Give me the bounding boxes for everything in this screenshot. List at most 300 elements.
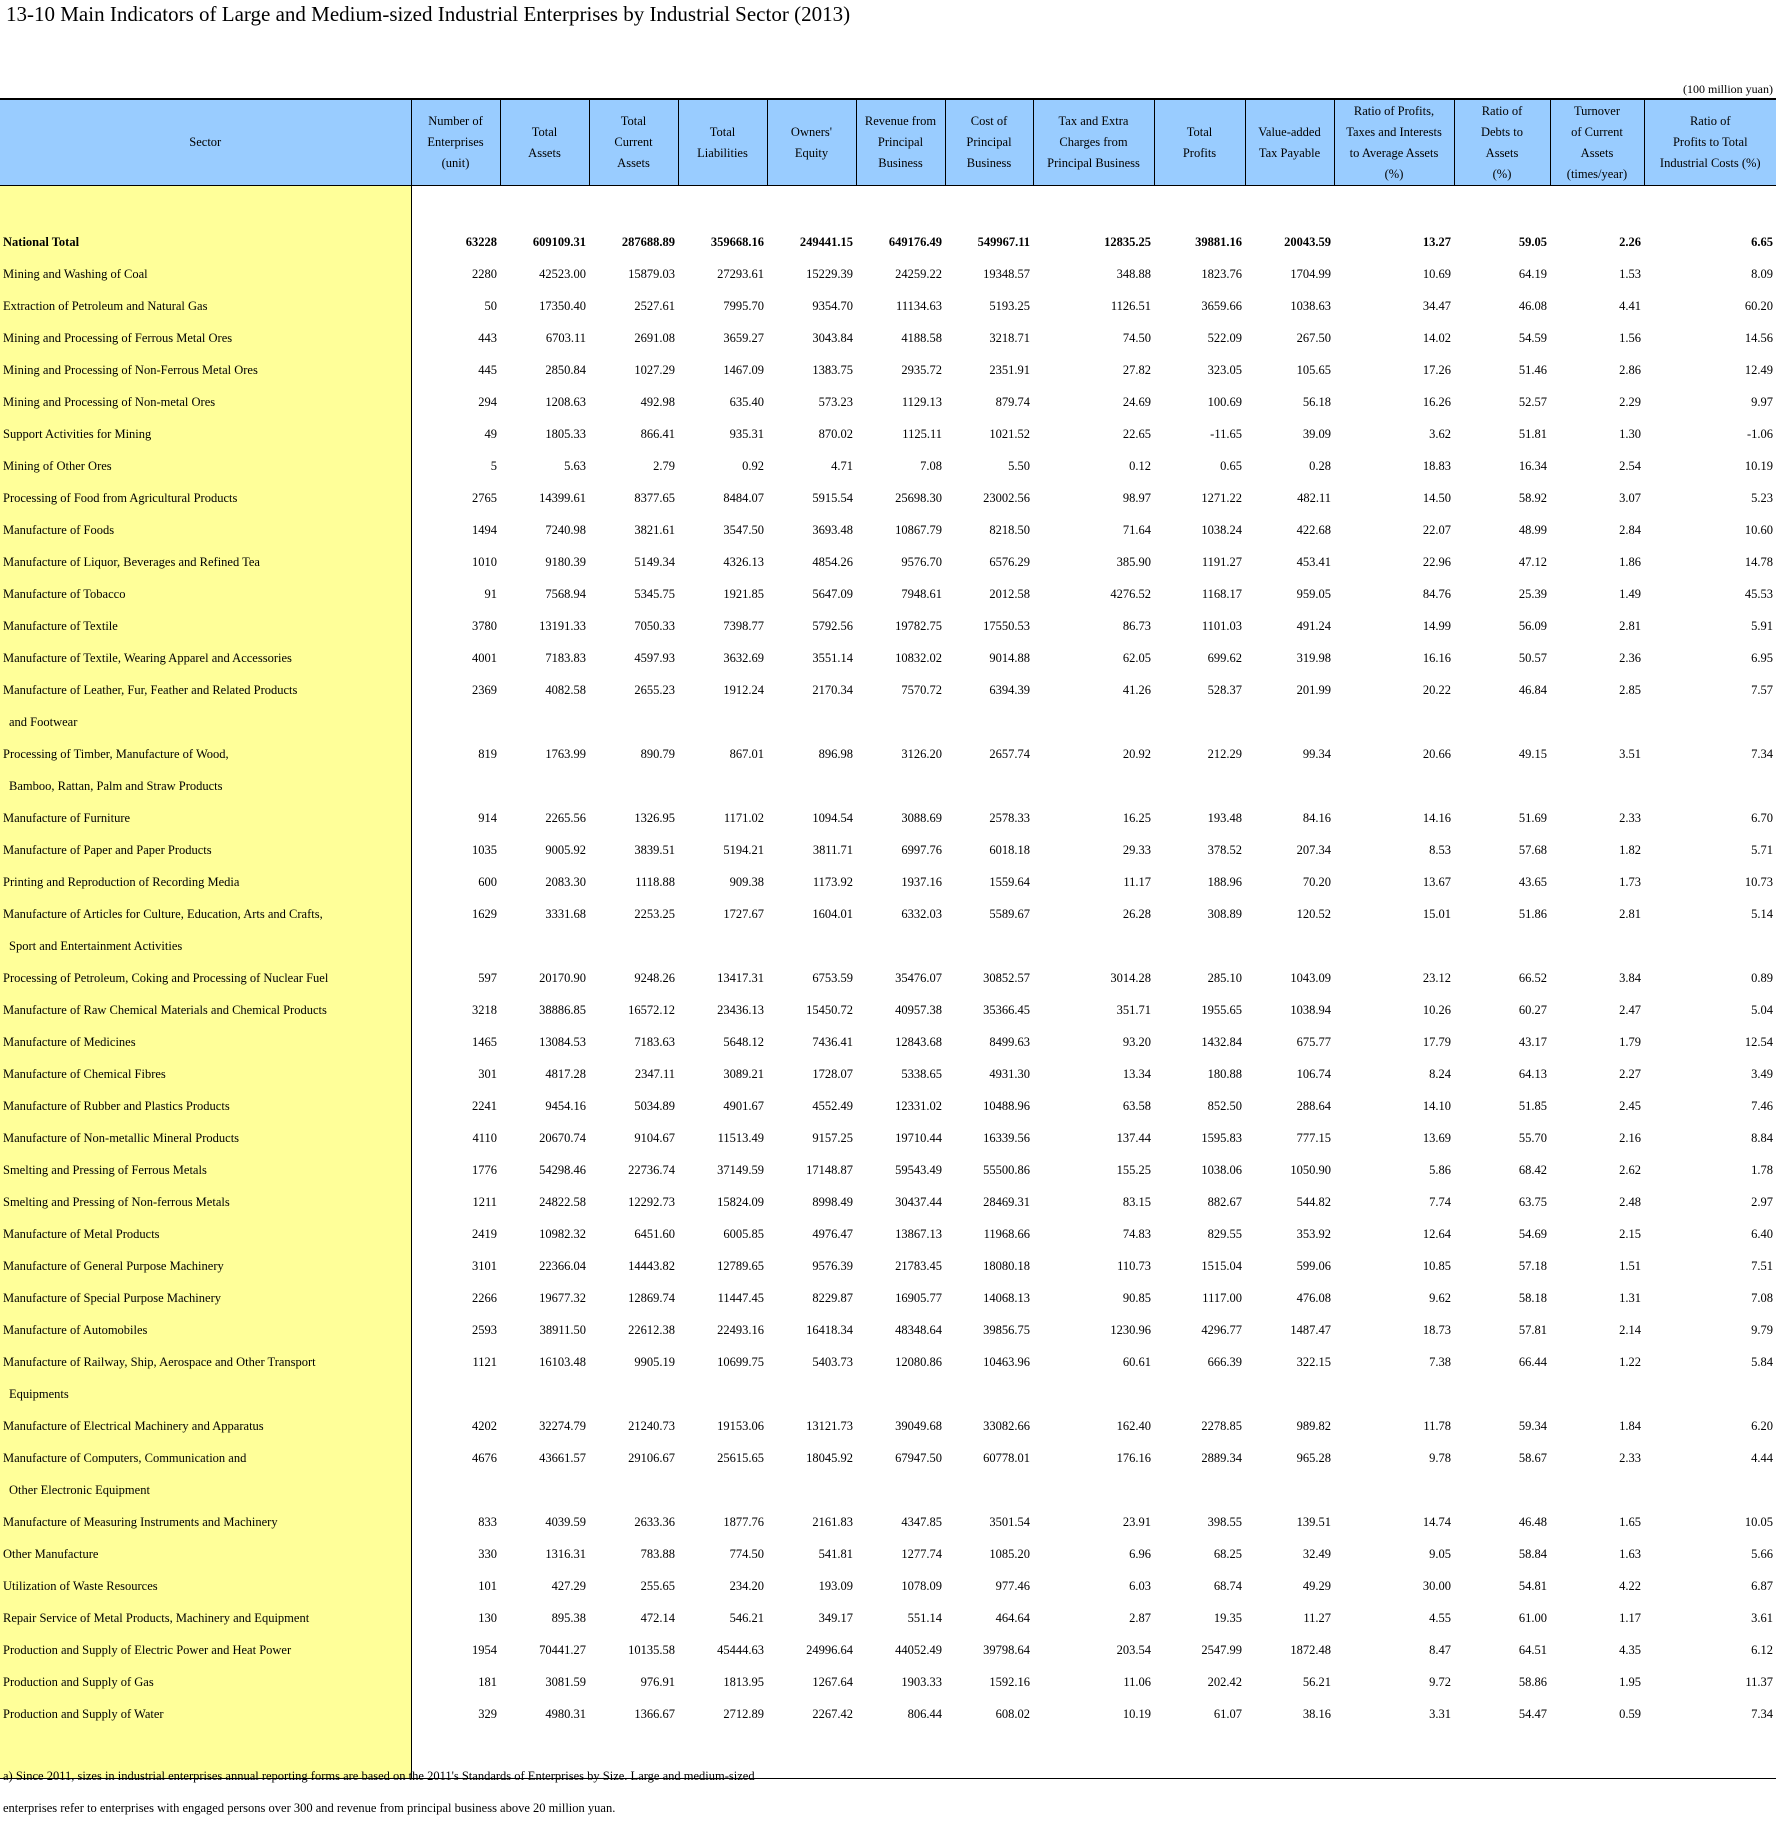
value-cell: 1038.63 — [1245, 290, 1334, 322]
value-cell: 2.26 — [1550, 226, 1644, 258]
value-cell: 255.65 — [589, 1570, 678, 1602]
value-cell: 13.27 — [1334, 226, 1454, 258]
sector-cell: Smelting and Pressing of Ferrous Metals — [0, 1154, 411, 1186]
value-cell: 54.47 — [1454, 1698, 1550, 1730]
value-cell: 27.82 — [1033, 354, 1154, 386]
value-cell: 1432.84 — [1154, 1026, 1245, 1058]
value-cell: 4931.30 — [945, 1058, 1033, 1090]
table-row — [0, 226, 1776, 258]
column-header — [856, 99, 945, 186]
table-row — [0, 674, 1776, 706]
value-cell: 2.29 — [1550, 386, 1644, 418]
sector-cell: Repair Service of Metal Products, Machinery and Equipment — [0, 1602, 411, 1634]
value-cell: 55.70 — [1454, 1122, 1550, 1154]
value-cell: 597 — [411, 962, 500, 994]
value-cell: 26.28 — [1033, 898, 1154, 930]
value-cell: 11.17 — [1033, 866, 1154, 898]
value-cell: 5 — [411, 450, 500, 482]
value-cell: 20170.90 — [500, 962, 589, 994]
value-cell: 2765 — [411, 482, 500, 514]
value-cell: 7.08 — [1644, 1282, 1776, 1314]
value-cell: 51.86 — [1454, 898, 1550, 930]
value-cell — [411, 1378, 500, 1410]
value-cell: 70.20 — [1245, 866, 1334, 898]
value-cell: 43661.57 — [500, 1442, 589, 1474]
value-cell: 139.51 — [1245, 1506, 1334, 1538]
value-cell: 6997.76 — [856, 834, 945, 866]
value-cell: 51.69 — [1454, 802, 1550, 834]
value-cell: 5403.73 — [767, 1346, 856, 1378]
value-cell: 675.77 — [1245, 1026, 1334, 1058]
value-cell: 2161.83 — [767, 1506, 856, 1538]
value-cell: 63228 — [411, 226, 500, 258]
value-cell: 2.48 — [1550, 1186, 1644, 1218]
value-cell: 2.62 — [1550, 1154, 1644, 1186]
value-cell: 2347.11 — [589, 1058, 678, 1090]
column-header-line: Tax Payable — [1246, 143, 1334, 164]
value-cell: 39.09 — [1245, 418, 1334, 450]
value-cell: 47.12 — [1454, 546, 1550, 578]
value-cell: 6394.39 — [945, 674, 1033, 706]
value-cell: 51.85 — [1454, 1090, 1550, 1122]
value-cell — [1644, 770, 1776, 802]
value-cell: 1078.09 — [856, 1570, 945, 1602]
value-cell: 4552.49 — [767, 1090, 856, 1122]
table-row — [0, 962, 1776, 994]
value-cell: 5338.65 — [856, 1058, 945, 1090]
value-cell: 1383.75 — [767, 354, 856, 386]
table-row — [0, 1250, 1776, 1282]
value-cell: 30.00 — [1334, 1570, 1454, 1602]
table-row — [0, 418, 1776, 450]
value-cell: 599.06 — [1245, 1250, 1334, 1282]
value-cell: 74.83 — [1033, 1218, 1154, 1250]
value-cell — [1334, 706, 1454, 738]
column-header — [589, 99, 678, 186]
value-cell: 84.76 — [1334, 578, 1454, 610]
value-cell — [500, 1378, 589, 1410]
value-cell: 3101 — [411, 1250, 500, 1282]
value-cell: 22612.38 — [589, 1314, 678, 1346]
value-cell: 1117.00 — [1154, 1282, 1245, 1314]
value-cell: 35476.07 — [856, 962, 945, 994]
value-cell: 23436.13 — [678, 994, 767, 1026]
value-cell: 3839.51 — [589, 834, 678, 866]
value-cell: 68.42 — [1454, 1154, 1550, 1186]
value-cell: 1.78 — [1644, 1154, 1776, 1186]
table-body — [0, 186, 1776, 1779]
value-cell: 349.17 — [767, 1602, 856, 1634]
value-cell: 7948.61 — [856, 578, 945, 610]
value-cell: 427.29 — [500, 1570, 589, 1602]
value-cell — [589, 930, 678, 962]
value-cell: 819 — [411, 738, 500, 770]
value-cell: 1038.94 — [1245, 994, 1334, 1026]
value-cell — [500, 1474, 589, 1506]
value-cell: 7995.70 — [678, 290, 767, 322]
value-cell: 2.81 — [1550, 898, 1644, 930]
value-cell: 1366.67 — [589, 1698, 678, 1730]
value-cell: 14.56 — [1644, 322, 1776, 354]
value-cell: 14.10 — [1334, 1090, 1454, 1122]
table-row — [0, 514, 1776, 546]
sector-cell: Processing of Petroleum, Coking and Processing of Nuclear Fuel — [0, 962, 411, 994]
value-cell: 1085.20 — [945, 1538, 1033, 1570]
value-cell: 35366.45 — [945, 994, 1033, 1026]
value-cell: 188.96 — [1154, 866, 1245, 898]
value-cell: 867.01 — [678, 738, 767, 770]
value-cell: 52.57 — [1454, 386, 1550, 418]
value-cell: 3.07 — [1550, 482, 1644, 514]
value-cell: 106.74 — [1245, 1058, 1334, 1090]
value-cell: 1604.01 — [767, 898, 856, 930]
value-cell: 41.26 — [1033, 674, 1154, 706]
header-row — [0, 99, 1776, 186]
value-cell: 83.15 — [1033, 1186, 1154, 1218]
value-cell: 20670.74 — [500, 1122, 589, 1154]
value-cell: 528.37 — [1154, 674, 1245, 706]
value-cell: 1728.07 — [767, 1058, 856, 1090]
column-header — [1644, 99, 1776, 186]
value-cell: 9014.88 — [945, 642, 1033, 674]
value-cell: 6.96 — [1033, 1538, 1154, 1570]
value-cell: 777.15 — [1245, 1122, 1334, 1154]
value-cell: 39881.16 — [1154, 226, 1245, 258]
sector-cell: Sport and Entertainment Activities — [0, 930, 411, 962]
value-cell: 16418.34 — [767, 1314, 856, 1346]
value-cell: 6.87 — [1644, 1570, 1776, 1602]
value-cell — [1454, 706, 1550, 738]
value-cell: 11968.66 — [945, 1218, 1033, 1250]
value-cell: 608.02 — [945, 1698, 1033, 1730]
value-cell: 4597.93 — [589, 642, 678, 674]
value-cell: 60.61 — [1033, 1346, 1154, 1378]
value-cell: 1.63 — [1550, 1538, 1644, 1570]
table-row — [0, 706, 1776, 738]
value-cell — [411, 706, 500, 738]
value-cell: 61.00 — [1454, 1602, 1550, 1634]
value-cell: 37149.59 — [678, 1154, 767, 1186]
column-header-line: Profits — [1155, 143, 1245, 164]
value-cell: 54.69 — [1454, 1218, 1550, 1250]
table-row — [0, 1346, 1776, 1378]
value-cell — [1454, 1474, 1550, 1506]
value-cell: 5.50 — [945, 450, 1033, 482]
value-cell: 3632.69 — [678, 642, 767, 674]
value-cell: 5.04 — [1644, 994, 1776, 1026]
value-cell: 10488.96 — [945, 1090, 1033, 1122]
value-cell — [1154, 930, 1245, 962]
value-cell — [945, 1378, 1033, 1410]
value-cell — [1154, 1378, 1245, 1410]
column-header — [1334, 99, 1454, 186]
value-cell: 18045.92 — [767, 1442, 856, 1474]
value-cell — [856, 706, 945, 738]
value-cell: 294 — [411, 386, 500, 418]
column-header-line: Assets — [1455, 143, 1550, 164]
page-title: 13-10 Main Indicators of Large and Medium-sized Industrial Enterprises by Industrial Sector (2013) — [6, 2, 850, 27]
table-row — [0, 546, 1776, 578]
value-cell: 4276.52 — [1033, 578, 1154, 610]
value-cell: 464.64 — [945, 1602, 1033, 1634]
table-row — [0, 1666, 1776, 1698]
value-cell: 7183.83 — [500, 642, 589, 674]
value-cell: 4.22 — [1550, 1570, 1644, 1602]
value-cell: 6576.29 — [945, 546, 1033, 578]
value-cell: 21783.45 — [856, 1250, 945, 1282]
value-cell: 46.48 — [1454, 1506, 1550, 1538]
value-cell: 2935.72 — [856, 354, 945, 386]
value-cell: 2.15 — [1550, 1218, 1644, 1250]
value-cell: 49.15 — [1454, 738, 1550, 770]
sector-cell: Manufacture of Non-metallic Mineral Products — [0, 1122, 411, 1154]
value-cell — [500, 770, 589, 802]
value-cell: 212.29 — [1154, 738, 1245, 770]
value-cell — [678, 770, 767, 802]
value-cell: 99.34 — [1245, 738, 1334, 770]
value-cell: 66.44 — [1454, 1346, 1550, 1378]
value-cell — [1334, 1474, 1454, 1506]
value-cell: 890.79 — [589, 738, 678, 770]
value-cell: 1813.95 — [678, 1666, 767, 1698]
value-cell: 9.05 — [1334, 1538, 1454, 1570]
value-cell: 5.66 — [1644, 1538, 1776, 1570]
value-cell: 40957.38 — [856, 994, 945, 1026]
value-cell — [1245, 1474, 1334, 1506]
column-header-line: Principal — [857, 132, 945, 153]
value-cell: 1050.90 — [1245, 1154, 1334, 1186]
value-cell: 105.65 — [1245, 354, 1334, 386]
value-cell — [767, 1474, 856, 1506]
value-cell: 20.66 — [1334, 738, 1454, 770]
value-cell: 2.45 — [1550, 1090, 1644, 1122]
value-cell: 879.74 — [945, 386, 1033, 418]
value-cell: 1191.27 — [1154, 546, 1245, 578]
value-cell — [1454, 1378, 1550, 1410]
value-cell: 319.98 — [1245, 642, 1334, 674]
value-cell: 2280 — [411, 258, 500, 290]
sector-cell: Other Manufacture — [0, 1538, 411, 1570]
value-cell: 308.89 — [1154, 898, 1245, 930]
column-header — [678, 99, 767, 186]
value-cell: 1.73 — [1550, 866, 1644, 898]
column-header — [1245, 99, 1334, 186]
value-cell: 2527.61 — [589, 290, 678, 322]
value-cell — [1033, 706, 1154, 738]
value-cell: 8.47 — [1334, 1634, 1454, 1666]
table-row — [0, 834, 1776, 866]
column-header-line: Debts to — [1455, 122, 1550, 143]
value-cell: 2691.08 — [589, 322, 678, 354]
value-cell: 285.10 — [1154, 962, 1245, 994]
value-cell: 323.05 — [1154, 354, 1245, 386]
value-cell: 2.97 — [1644, 1186, 1776, 1218]
value-cell — [945, 770, 1033, 802]
column-header — [500, 99, 589, 186]
value-cell: 541.81 — [767, 1538, 856, 1570]
value-cell: 19.35 — [1154, 1602, 1245, 1634]
value-cell: 522.09 — [1154, 322, 1245, 354]
value-cell: 11.27 — [1245, 1602, 1334, 1634]
value-cell: 5647.09 — [767, 578, 856, 610]
value-cell: 4.35 — [1550, 1634, 1644, 1666]
value-cell: 98.97 — [1033, 482, 1154, 514]
table-row — [0, 642, 1776, 674]
value-cell: 27293.61 — [678, 258, 767, 290]
table-row — [0, 482, 1776, 514]
value-cell: 10.60 — [1644, 514, 1776, 546]
value-cell: 5194.21 — [678, 834, 767, 866]
value-cell: 5.23 — [1644, 482, 1776, 514]
value-cell: 909.38 — [678, 866, 767, 898]
value-cell: 1038.06 — [1154, 1154, 1245, 1186]
value-cell: 635.40 — [678, 386, 767, 418]
value-cell: 1267.64 — [767, 1666, 856, 1698]
column-header-line: (unit) — [412, 153, 500, 174]
value-cell: 866.41 — [589, 418, 678, 450]
value-cell — [1245, 706, 1334, 738]
value-cell: 965.28 — [1245, 1442, 1334, 1474]
value-cell — [1033, 1474, 1154, 1506]
value-cell: 4296.77 — [1154, 1314, 1245, 1346]
sector-cell: Support Activities for Mining — [0, 418, 411, 450]
value-cell: 62.05 — [1033, 642, 1154, 674]
value-cell — [589, 770, 678, 802]
value-cell: -11.65 — [1154, 418, 1245, 450]
value-cell: 783.88 — [589, 1538, 678, 1570]
table-row — [0, 994, 1776, 1026]
value-cell: 3.31 — [1334, 1698, 1454, 1730]
value-cell: 39856.75 — [945, 1314, 1033, 1346]
value-cell: 33082.66 — [945, 1410, 1033, 1442]
value-cell: 4976.47 — [767, 1218, 856, 1250]
value-cell: 57.68 — [1454, 834, 1550, 866]
value-cell: 34.47 — [1334, 290, 1454, 322]
value-cell: 5.84 — [1644, 1346, 1776, 1378]
value-cell: 9.72 — [1334, 1666, 1454, 1698]
column-header — [0, 99, 411, 186]
value-cell: 51.81 — [1454, 418, 1550, 450]
value-cell: 2547.99 — [1154, 1634, 1245, 1666]
value-cell: 17.79 — [1334, 1026, 1454, 1058]
value-cell: 60778.01 — [945, 1442, 1033, 1474]
value-cell: 1.49 — [1550, 578, 1644, 610]
value-cell: 16.25 — [1033, 802, 1154, 834]
value-cell: 0.92 — [678, 450, 767, 482]
value-cell: 29106.67 — [589, 1442, 678, 1474]
column-header-line: Total — [1155, 122, 1245, 143]
column-header-line: Principal — [946, 132, 1033, 153]
table-row — [0, 1282, 1776, 1314]
value-cell: 353.92 — [1245, 1218, 1334, 1250]
value-cell — [1154, 706, 1245, 738]
value-cell: 64.19 — [1454, 258, 1550, 290]
value-cell: 1.79 — [1550, 1026, 1644, 1058]
value-cell: 249441.15 — [767, 226, 856, 258]
value-cell — [678, 1474, 767, 1506]
value-cell: 16905.77 — [856, 1282, 945, 1314]
value-cell: 1118.88 — [589, 866, 678, 898]
column-header-line: Sector — [0, 132, 411, 153]
value-cell: 19153.06 — [678, 1410, 767, 1442]
table-row — [0, 1442, 1776, 1474]
value-cell: 44052.49 — [856, 1634, 945, 1666]
sector-cell: Manufacture of Liquor, Beverages and Refined Tea — [0, 546, 411, 578]
sector-cell: Printing and Reproduction of Recording Media — [0, 866, 411, 898]
value-cell: 1629 — [411, 898, 500, 930]
value-cell: 9.97 — [1644, 386, 1776, 418]
value-cell: 8.53 — [1334, 834, 1454, 866]
value-cell: 201.99 — [1245, 674, 1334, 706]
column-header-line: Number of — [412, 111, 500, 132]
footnote — [3, 1760, 755, 1824]
value-cell — [1644, 706, 1776, 738]
value-cell: 14.99 — [1334, 610, 1454, 642]
value-cell: 1121 — [411, 1346, 500, 1378]
table-row — [0, 1570, 1776, 1602]
value-cell: 12869.74 — [589, 1282, 678, 1314]
value-cell: 914 — [411, 802, 500, 834]
value-cell: 2889.34 — [1154, 1442, 1245, 1474]
value-cell: 7436.41 — [767, 1026, 856, 1058]
value-cell — [1644, 930, 1776, 962]
value-cell: 16.26 — [1334, 386, 1454, 418]
value-cell: 18.83 — [1334, 450, 1454, 482]
value-cell: 57.18 — [1454, 1250, 1550, 1282]
value-cell: 2.87 — [1033, 1602, 1154, 1634]
value-cell: 1877.76 — [678, 1506, 767, 1538]
value-cell: 93.20 — [1033, 1026, 1154, 1058]
value-cell: 7240.98 — [500, 514, 589, 546]
value-cell: 1316.31 — [500, 1538, 589, 1570]
column-header-line: Total — [590, 111, 678, 132]
value-cell: 9454.16 — [500, 1090, 589, 1122]
value-cell: 0.59 — [1550, 1698, 1644, 1730]
value-cell: 137.44 — [1033, 1122, 1154, 1154]
value-cell: 3126.20 — [856, 738, 945, 770]
value-cell: 14.50 — [1334, 482, 1454, 514]
value-cell: 1035 — [411, 834, 500, 866]
value-cell: 1125.11 — [856, 418, 945, 450]
table-row — [0, 1218, 1776, 1250]
value-cell: 2.36 — [1550, 642, 1644, 674]
value-cell: 43.65 — [1454, 866, 1550, 898]
sector-cell: Manufacture of Measuring Instruments and Machinery — [0, 1506, 411, 1538]
value-cell: 288.64 — [1245, 1090, 1334, 1122]
value-cell: 17.26 — [1334, 354, 1454, 386]
value-cell: 46.08 — [1454, 290, 1550, 322]
value-cell: 64.13 — [1454, 1058, 1550, 1090]
value-cell: 870.02 — [767, 418, 856, 450]
value-cell: 3081.59 — [500, 1666, 589, 1698]
value-cell — [678, 930, 767, 962]
value-cell: 2083.30 — [500, 866, 589, 898]
column-header-line: Assets — [501, 143, 589, 164]
value-cell: 54298.46 — [500, 1154, 589, 1186]
value-cell: 38.16 — [1245, 1698, 1334, 1730]
value-cell: 13191.33 — [500, 610, 589, 642]
sector-cell: Manufacture of Textile — [0, 610, 411, 642]
value-cell: 4188.58 — [856, 322, 945, 354]
sector-cell: National Total — [0, 226, 411, 258]
value-cell: 4980.31 — [500, 1698, 589, 1730]
value-cell: 1515.04 — [1154, 1250, 1245, 1282]
sector-cell: Manufacture of Textile, Wearing Apparel and Accessories — [0, 642, 411, 674]
value-cell: 2633.36 — [589, 1506, 678, 1538]
value-cell: 49.29 — [1245, 1570, 1334, 1602]
value-cell: 0.65 — [1154, 450, 1245, 482]
value-cell: 2.54 — [1550, 450, 1644, 482]
